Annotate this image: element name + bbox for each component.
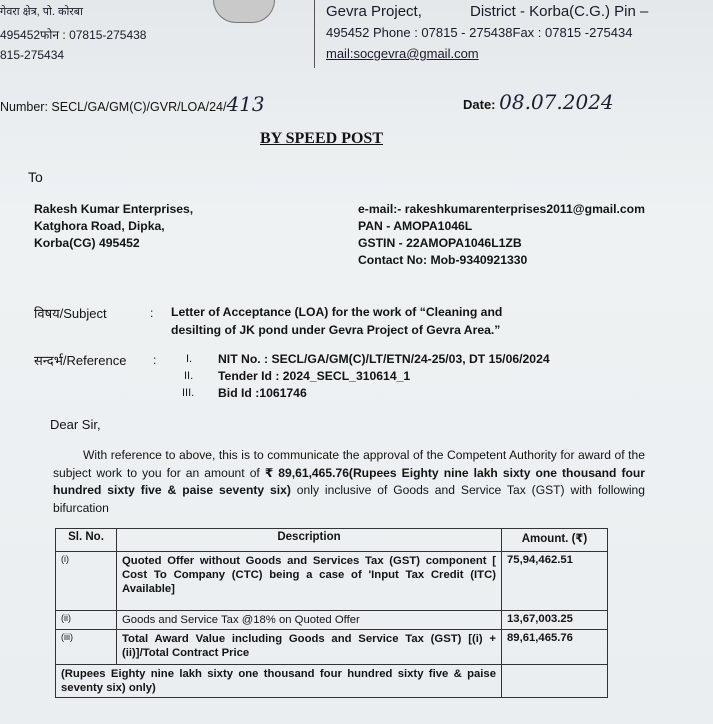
salutation: Dear Sir,: [50, 417, 101, 432]
left-fax: 815-275434: [0, 48, 65, 62]
reference-colon: :: [153, 353, 157, 367]
reference-label: सन्दर्भ/Reference: [34, 353, 127, 368]
letter-number-label: Number: SECL/GA/GM(C)/GVR/LOA/24/: [0, 100, 227, 114]
header-divider: [314, 0, 315, 68]
amount-in-words: (Rupees Eighty nine lakh sixty one thousand four hundred sixty five & paise seventy six) only): [56, 665, 502, 698]
reference-num-3: III.: [182, 387, 195, 399]
row-sl: (ii): [56, 611, 117, 630]
mail-link[interactable]: mail:socgevra@gmail.com: [326, 46, 479, 61]
subject-line2: desilting of JK pond under Gevra Project of Gevra Area.”: [171, 323, 501, 337]
hindi-office-text: गेवरा क्षेत्र, पो. कोरबा: [0, 6, 83, 18]
row-description: Goods and Service Tax @18% on Quoted Offer: [117, 611, 502, 630]
reference-num-2: II.: [184, 370, 194, 382]
date-handwritten: 08.07.2024: [499, 90, 614, 114]
col-sl-no: Sl. No.: [56, 529, 117, 552]
district-text: District - Korba(C.G.) Pin –: [470, 3, 649, 20]
phone-fax-line: 495452 Phone : 07815 - 275438Fax : 07815 -275434: [326, 25, 633, 40]
recipient-pan: PAN - AMOPA1046L: [358, 219, 473, 233]
letter-number-handwritten: 413: [226, 92, 265, 116]
paragraph-part3: only inclusive of Goods and Service Tax (GST) with following bifurcation: [53, 483, 645, 515]
reference-num-1: I.: [186, 353, 193, 365]
reference-item-1: NIT No. : SECL/GA/GM(C)/LT/ETN/24-25/03, DT 15/06/2024: [218, 352, 550, 366]
body-paragraph: [53, 447, 645, 517]
recipient-gstin: GSTIN - 22AMOPA1046L1ZB: [358, 236, 522, 250]
reference-item-3: Bid Id :1061746: [218, 386, 307, 400]
speed-post-heading: BY SPEED POST: [260, 130, 383, 147]
row-amount: 89,61,465.76: [502, 630, 608, 665]
left-phone: 495452फोन : 07815-275438: [0, 28, 147, 42]
letter-date: [463, 90, 614, 114]
table-row: [56, 630, 608, 665]
reference-item-2: Tender Id : 2024_SECL_310614_1: [218, 369, 411, 383]
letter-number: [0, 92, 265, 116]
row-amount: 13,67,003.25: [502, 611, 608, 630]
date-label: Date:: [463, 97, 496, 112]
row-sl: (i): [56, 552, 117, 611]
col-amount: Amount. (₹): [502, 529, 608, 552]
row-description: Quoted Offer without Goods and Services Tax (GST) component [ Cost To Company (CTC) being a case of 'Input Tax Credit (ITC) Available]: [117, 552, 502, 611]
recipient-email: e-mail:- rakeshkumarenterprises2011@gmail.com: [358, 202, 645, 216]
recipient-name: Rakesh Kumar Enterprises,: [34, 202, 194, 216]
paragraph-part1: With reference to above, this is to communicate the approval of the Competent Authority for award of the subject work to you for an amount of: [53, 448, 645, 480]
table-header-row: [56, 529, 608, 552]
table-row: [56, 552, 608, 611]
bifurcation-table: [55, 528, 608, 698]
col-description: Description: [117, 529, 502, 552]
table-row: [56, 611, 608, 630]
row-sl: (iii): [56, 630, 117, 665]
row-description: Total Award Value including Goods and Service Tax (GST) [(i) + (ii)]/Total Contract Price: [117, 630, 502, 665]
to-label: To: [28, 169, 43, 185]
recipient-address1: Katghora Road, Dipka,: [34, 219, 165, 233]
subject-label: विषय/Subject: [34, 306, 107, 321]
recipient-contact: Contact No: Mob-9340921330: [358, 253, 528, 267]
row-amount: 75,94,462.51: [502, 552, 608, 611]
company-logo: [213, 0, 275, 23]
office-name: Gevra Project,: [326, 3, 422, 20]
words-empty-cell: [502, 665, 608, 698]
subject-line1: Letter of Acceptance (LOA) for the work of “Cleaning and: [171, 305, 503, 319]
paragraph-amount: ₹ 89,61,465.76(Rupees Eighty nine lakh sixty one thousand four hundred sixty five & paise seventy six): [53, 465, 645, 497]
subject-colon: :: [150, 306, 154, 320]
recipient-address2: Korba(CG) 495452: [34, 236, 140, 250]
table-words-row: [56, 665, 608, 698]
